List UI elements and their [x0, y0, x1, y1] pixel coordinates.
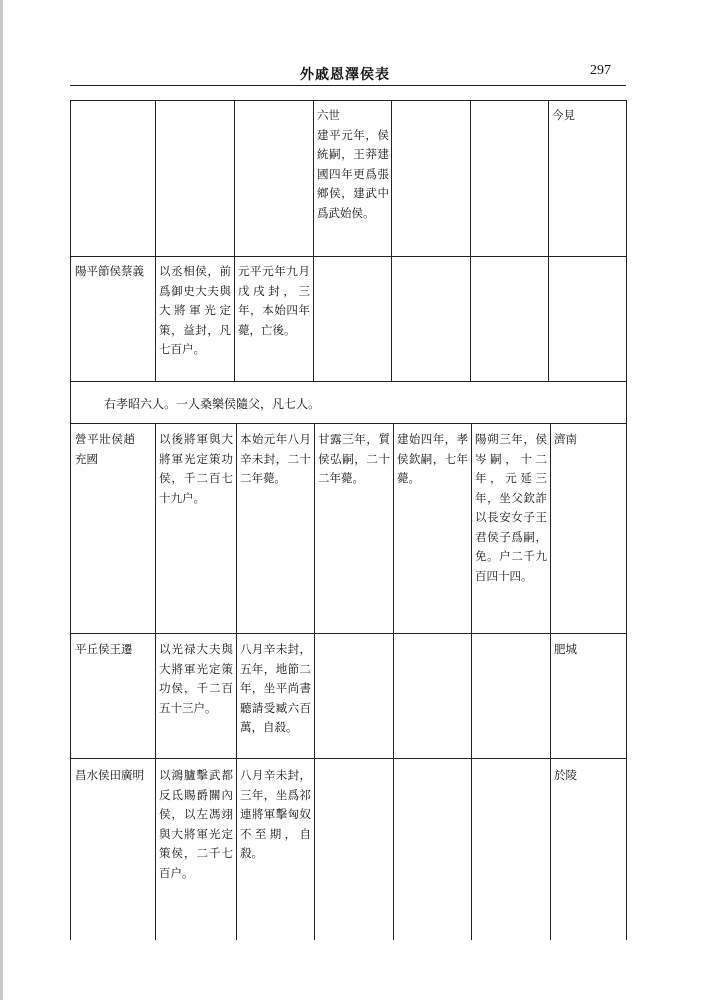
cell-row2-col3: 元平元年九月戊戌封，三年，本始四年薨，亡後。	[238, 264, 310, 337]
header-rule	[70, 85, 626, 86]
page-header-title: 外戚恩澤侯表	[300, 67, 390, 83]
cell-row3-col3: 本始元年八月辛未封，二十二年薨。	[240, 432, 311, 485]
cell-row5-col2: 以鴻臚擊武都反氐賜爵關內侯，以左馮翊與大將軍光定策侯，二千七百户。	[159, 768, 233, 880]
cell-row3-col6: 陽朔三年，侯岑嗣，十二年，元延三年，坐父欽詐以長安女子王君侯子爲嗣，免。户二千九百四十四。	[475, 432, 547, 583]
cell-row1-col4: 六世 建平元年，侯統嗣，王莽建國四年更爲張鄉侯，建武中爲武始侯。	[317, 108, 389, 220]
cell-row3-col5: 建始四年，孝侯欽嗣，七年薨。	[397, 432, 468, 485]
cell-row4-col2: 以光禄大夫與大將軍光定策功侯，千二百五十三户。	[159, 642, 233, 715]
cell-row5-col3: 八月辛未封，三年，坐爲祁連將軍擊匈奴不至期，自殺。	[240, 768, 311, 860]
cell-row3-col4: 甘露三年，質侯弘嗣，二十二年薨。	[318, 432, 390, 485]
cell-row2-col2: 以丞相侯，前爲御史大夫與大將軍光定策，益封，凡七百户。	[159, 264, 231, 356]
cell-row2-col1: 陽平節侯蔡義	[75, 264, 144, 278]
cell-row1-col8: 今見	[552, 108, 575, 122]
page-number: 297	[590, 63, 611, 78]
cell-row4-col3: 八月辛未封，五年，地節二年，坐平尚書聽請受臧六百萬，自殺。	[240, 642, 311, 734]
cell-row4-col8: 肥城	[554, 642, 577, 656]
cell-row4-col1: 平丘侯王遷	[75, 642, 133, 656]
cell-row3-col2: 以後將軍與大將軍光定策功侯，千二百七十九户。	[159, 432, 233, 505]
cell-row3-col8: 濟南	[554, 432, 577, 446]
cell-row3-col1: 營平壯侯趙充國	[75, 432, 135, 466]
reign-summary-note: 右孝昭六人。一人桑樂侯隨父，凡七人。	[104, 397, 321, 411]
page-left-edge	[0, 0, 3, 1000]
cell-row5-col8: 於陵	[554, 768, 577, 782]
cell-row5-col1: 昌水侯田廣明	[75, 768, 144, 782]
